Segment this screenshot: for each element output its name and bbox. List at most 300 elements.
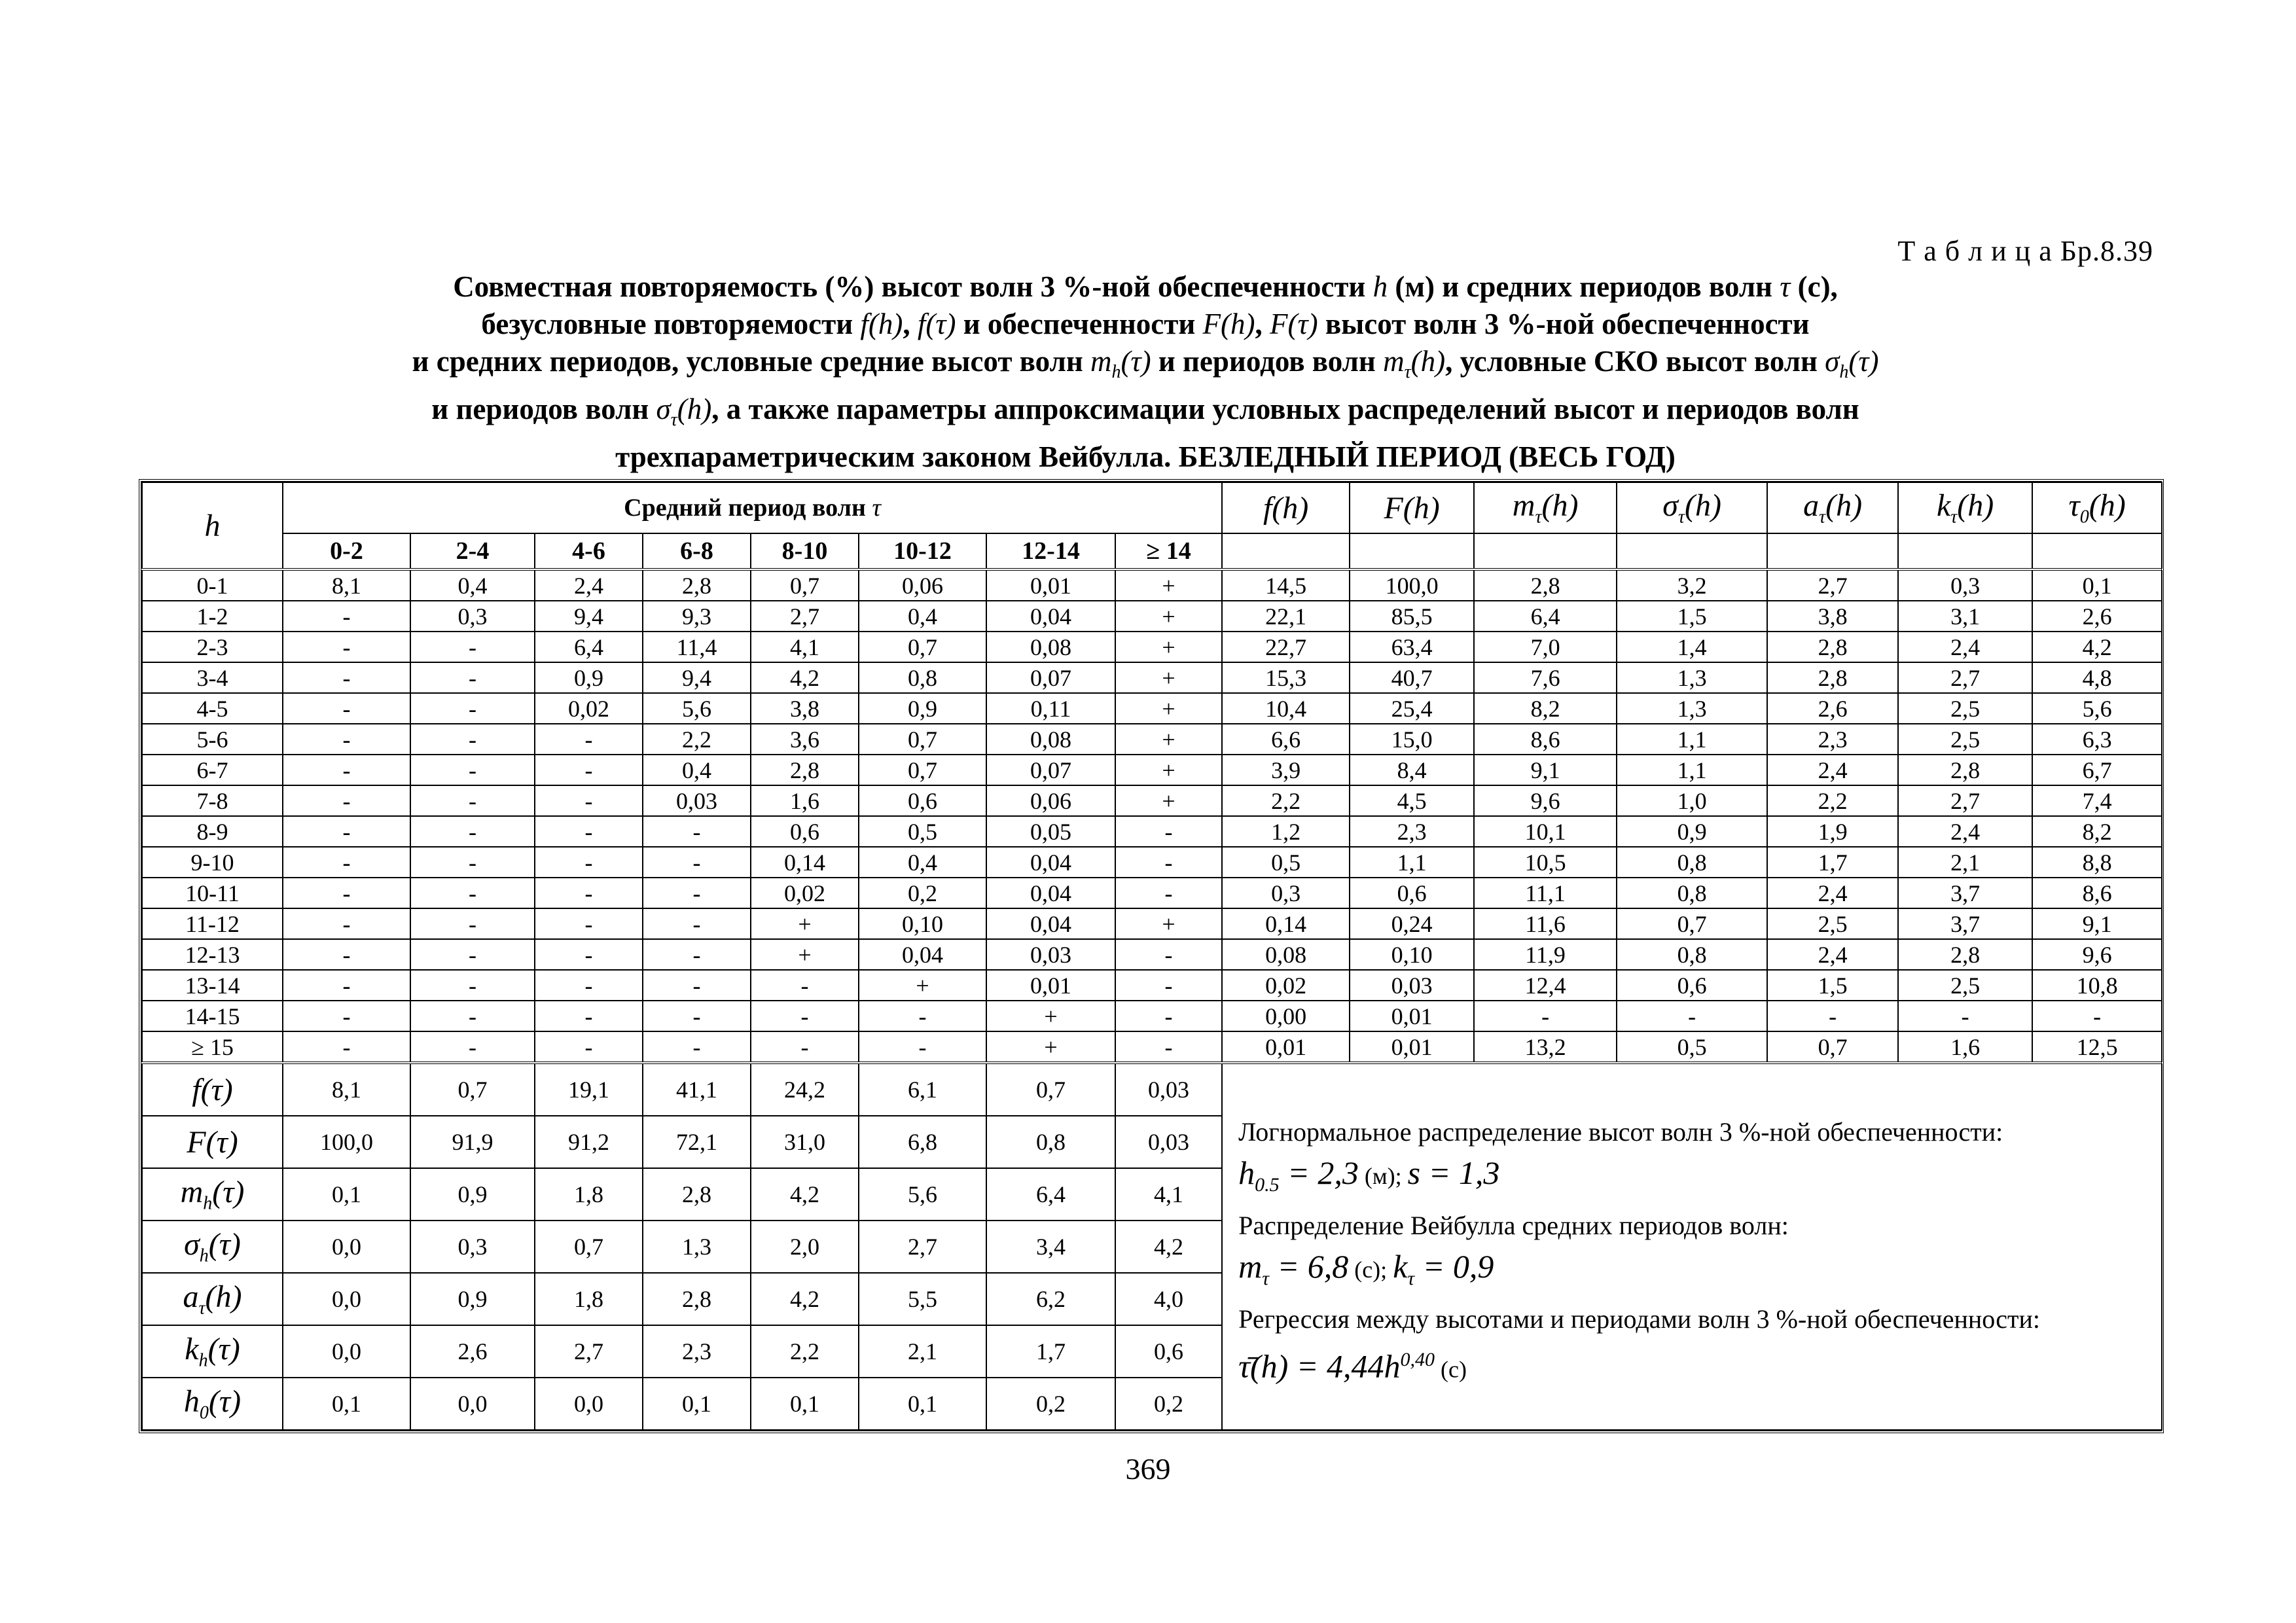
height-range-cell: 14-15 — [142, 1001, 283, 1031]
frequency-cell: - — [283, 939, 410, 970]
frequency-cell: - — [410, 755, 535, 785]
stat-cell: 14,5 — [1222, 569, 1350, 601]
math-subscript: 0 — [199, 1402, 209, 1423]
frequency-cell: - — [643, 1031, 751, 1063]
stat-header — [1222, 482, 1350, 533]
stat-cell: 4,5 — [1350, 785, 1474, 816]
title-symbol: $\sigma_\tau(h)$ — [656, 393, 712, 430]
formula-unit: (м); — [1358, 1163, 1408, 1189]
height-range-cell: 6-7 — [142, 755, 283, 785]
frequency-cell: - — [283, 662, 410, 693]
stat-cell: 0,10 — [1350, 939, 1474, 970]
stat-cell: 6,4 — [1474, 601, 1617, 632]
stat-cell: 7,4 — [2032, 785, 2162, 816]
height-range-cell: 11-12 — [142, 908, 283, 939]
frequency-cell: + — [1115, 755, 1222, 785]
title-text: высот волн 3 %-ной обеспеченности — [1325, 308, 1810, 340]
summary-cell: 4,2 — [751, 1273, 859, 1325]
title-symbol: F(τ) — [1270, 308, 1318, 340]
summary-cell: 8,1 — [283, 1063, 410, 1116]
frequency-cell: - — [1115, 970, 1222, 1001]
lognormal-formula — [1238, 1150, 2161, 1207]
summary-cell: 6,1 — [859, 1063, 986, 1116]
table-row — [142, 939, 2162, 970]
stat-header — [1350, 482, 1474, 533]
stat-cell: 9,6 — [2032, 939, 2162, 970]
math-argument: (h) — [1541, 488, 1579, 524]
frequency-cell: 0,10 — [859, 908, 986, 939]
math-argument: (τ) — [206, 1124, 238, 1160]
title-symbol: $m_\tau(h)$ — [1383, 345, 1446, 382]
frequency-cell: - — [410, 878, 535, 908]
frequency-cell: - — [643, 847, 751, 878]
frequency-cell: 0,02 — [535, 693, 643, 724]
math-argument: (h) — [205, 1279, 242, 1315]
formula-subscript: τ — [1407, 1268, 1415, 1289]
math-subscript: h — [198, 1350, 208, 1371]
frequency-cell: 9,4 — [535, 601, 643, 632]
frequency-cell: 2,4 — [535, 569, 643, 601]
frequency-cell: - — [535, 1031, 643, 1063]
frequency-cell: - — [535, 878, 643, 908]
stat-cell: 3,1 — [1898, 601, 2032, 632]
frequency-cell: 5,6 — [643, 693, 751, 724]
formula-unit: (с); — [1348, 1257, 1393, 1283]
stat-cell: 0,5 — [1617, 1031, 1767, 1063]
formula-subscript: τ — [1262, 1268, 1269, 1289]
period-column-header: 8-10 — [751, 533, 859, 569]
summary-rows — [142, 1063, 2162, 1430]
math-symbol: a — [183, 1279, 199, 1315]
summary-row-label — [142, 1168, 283, 1221]
height-range-cell: 0-1 — [142, 569, 283, 601]
stat-cell: 9,6 — [1474, 785, 1617, 816]
stat-cell: 0,00 — [1222, 1001, 1350, 1031]
stat-cell: 1,4 — [1617, 632, 1767, 662]
frequency-cell: 1,6 — [751, 785, 859, 816]
stat-cell: 3,7 — [1898, 908, 2032, 939]
frequency-cell: 4,2 — [751, 662, 859, 693]
frequency-cell: 0,06 — [859, 569, 986, 601]
frequency-cell: - — [410, 1031, 535, 1063]
stat-cell: 0,01 — [1350, 1001, 1474, 1031]
math-argument: (τ) — [212, 1175, 245, 1210]
math-symbol: f — [1263, 490, 1272, 526]
frequency-cell: - — [410, 939, 535, 970]
frequency-cell: 0,4 — [859, 847, 986, 878]
frequency-cell: 0,5 — [859, 816, 986, 847]
stat-cell: 2,4 — [1898, 816, 2032, 847]
formula-part: = 6,8 — [1268, 1248, 1349, 1285]
summary-cell: 2,1 — [859, 1325, 986, 1378]
summary-cell: 0,0 — [410, 1378, 535, 1430]
stat-cell: 1,9 — [1767, 816, 1898, 847]
height-range-cell: 1-2 — [142, 601, 283, 632]
title-text: (с), — [1797, 270, 1838, 303]
stat-subheader-empty — [1898, 533, 2032, 569]
stat-cell: 1,3 — [1617, 693, 1767, 724]
frequency-cell: - — [535, 816, 643, 847]
stat-header — [2032, 482, 2162, 533]
title-text: (м) и средних периодов волн — [1395, 270, 1772, 303]
math-subscript: h — [199, 1245, 209, 1266]
summary-cell: 2,2 — [751, 1325, 859, 1378]
summary-cell: 2,0 — [751, 1221, 859, 1273]
frequency-cell: 0,04 — [986, 878, 1115, 908]
stat-cell: 11,9 — [1474, 939, 1617, 970]
stat-cell: 22,7 — [1222, 632, 1350, 662]
summary-cell: 91,9 — [410, 1116, 535, 1168]
math-subscript: τ — [1677, 507, 1685, 527]
frequency-cell: 0,9 — [859, 693, 986, 724]
frequency-cell: 4,1 — [751, 632, 859, 662]
frequency-cell: 0,03 — [643, 785, 751, 816]
frequency-cell: - — [859, 1031, 986, 1063]
table-row — [142, 878, 2162, 908]
stat-cell: 8,6 — [2032, 878, 2162, 908]
frequency-cell: - — [410, 724, 535, 755]
frequency-cell: 0,4 — [643, 755, 751, 785]
frequency-cell: - — [535, 724, 643, 755]
summary-cell: 4,0 — [1115, 1273, 1222, 1325]
stat-cell: - — [1898, 1001, 2032, 1031]
title-line-2: безусловные повторяемости f(h), f(τ) и обеспеченности F(h), F(τ) высот волн 3 %-ной обеспеченности — [481, 308, 1810, 340]
math-argument: (h) — [1403, 490, 1440, 526]
math-symbol: f — [192, 1072, 201, 1107]
stat-cell: - — [1617, 1001, 1767, 1031]
frequency-cell: - — [410, 632, 535, 662]
stat-cell: 12,4 — [1474, 970, 1617, 1001]
stat-cell: 0,02 — [1222, 970, 1350, 1001]
frequency-cell: 2,2 — [643, 724, 751, 755]
summary-cell: 1,8 — [535, 1168, 643, 1221]
formula-part: s = 1,3 — [1407, 1154, 1500, 1191]
height-range-cell: 13-14 — [142, 970, 283, 1001]
math-symbol: τ — [2068, 488, 2080, 524]
stat-cell: 1,3 — [1617, 662, 1767, 693]
frequency-cell: 0,06 — [986, 785, 1115, 816]
stat-cell: 2,4 — [1767, 878, 1898, 908]
period-column-header: 6-8 — [643, 533, 751, 569]
period-column-header: 4-6 — [535, 533, 643, 569]
frequency-cell: + — [1115, 724, 1222, 755]
summary-cell: 3,4 — [986, 1221, 1115, 1273]
table-row — [142, 1001, 2162, 1031]
frequency-cell: 0,3 — [410, 601, 535, 632]
period-column-header: 10-12 — [859, 533, 986, 569]
stat-cell: 3,7 — [1898, 878, 2032, 908]
summary-cell: 41,1 — [643, 1063, 751, 1116]
formula-part: = 0,9 — [1414, 1248, 1494, 1285]
summary-cell: 6,4 — [986, 1168, 1115, 1221]
data-table-frame — [139, 479, 2164, 1433]
frequency-cell: + — [1115, 601, 1222, 632]
stat-cell: 8,6 — [1474, 724, 1617, 755]
table-row — [142, 693, 2162, 724]
stat-cell: 1,6 — [1898, 1031, 2032, 1063]
stat-cell: 0,8 — [1617, 878, 1767, 908]
frequency-cell: + — [986, 1001, 1115, 1031]
stat-cell: 2,5 — [1898, 724, 2032, 755]
math-symbol: F — [187, 1124, 206, 1160]
summary-cell: 0,03 — [1115, 1063, 1222, 1116]
title-text: безусловные повторяемости — [481, 308, 853, 340]
summary-cell: 1,7 — [986, 1325, 1115, 1378]
frequency-cell: - — [751, 1001, 859, 1031]
summary-cell: 1,8 — [535, 1273, 643, 1325]
title-text: , условные СКО высот волн — [1445, 345, 1818, 378]
stat-cell: 8,2 — [1474, 693, 1617, 724]
frequency-cell: - — [1115, 1001, 1222, 1031]
stat-cell: 0,08 — [1222, 939, 1350, 970]
title-symbol: f(h) — [860, 308, 903, 340]
stat-cell: 8,4 — [1350, 755, 1474, 785]
summary-cell: 0,9 — [410, 1168, 535, 1221]
stat-cell: 7,0 — [1474, 632, 1617, 662]
stat-cell: 3,9 — [1222, 755, 1350, 785]
formula-superscript: 0,40 — [1400, 1349, 1435, 1370]
title-text: и обеспеченности — [963, 308, 1196, 340]
frequency-cell: - — [283, 1031, 410, 1063]
stat-cell: 1,5 — [1767, 970, 1898, 1001]
summary-cell: 31,0 — [751, 1116, 859, 1168]
stat-cell: 2,2 — [1767, 785, 1898, 816]
stat-cell: 4,8 — [2032, 662, 2162, 693]
summary-cell: 5,5 — [859, 1273, 986, 1325]
summary-cell: 2,3 — [643, 1325, 751, 1378]
stat-cell: 6,3 — [2032, 724, 2162, 755]
table-row — [142, 632, 2162, 662]
summary-row — [142, 1063, 2162, 1116]
frequency-cell: 0,8 — [859, 662, 986, 693]
stat-cell: 10,5 — [1474, 847, 1617, 878]
stat-cell: 11,1 — [1474, 878, 1617, 908]
period-column-header: 0-2 — [283, 533, 410, 569]
math-symbol: m — [180, 1175, 204, 1210]
frequency-cell: 0,02 — [751, 878, 859, 908]
frequency-cell: 0,04 — [986, 847, 1115, 878]
summary-cell: 2,8 — [643, 1273, 751, 1325]
frequency-cell: 2,7 — [751, 601, 859, 632]
math-subscript: τ — [1819, 507, 1826, 527]
stat-cell: 0,01 — [1350, 1031, 1474, 1063]
summary-cell: 0,0 — [535, 1378, 643, 1430]
stat-cell: 40,7 — [1350, 662, 1474, 693]
frequency-cell: - — [1115, 1031, 1222, 1063]
stat-header — [1898, 482, 2032, 533]
regression-formula — [1238, 1338, 2161, 1392]
math-argument: (τ) — [207, 1332, 240, 1367]
stat-cell: 1,5 — [1617, 601, 1767, 632]
stat-cell: 85,5 — [1350, 601, 1474, 632]
period-column-header: ≥ 14 — [1115, 533, 1222, 569]
summary-cell: 19,1 — [535, 1063, 643, 1116]
summary-cell: 2,6 — [410, 1325, 535, 1378]
formula-part: τ̄(h) = 4,44h — [1238, 1347, 1401, 1385]
stat-cell: 6,6 — [1222, 724, 1350, 755]
frequency-cell: - — [1115, 878, 1222, 908]
stat-cell: 1,0 — [1617, 785, 1767, 816]
math-symbol: h — [183, 1384, 200, 1419]
frequency-cell: 0,08 — [986, 724, 1115, 755]
frequency-cell: - — [535, 847, 643, 878]
stat-cell: 0,14 — [1222, 908, 1350, 939]
weibull-text: Распределение Вейбулла средних периодов волн: — [1238, 1211, 1789, 1240]
summary-cell: 0,1 — [751, 1378, 859, 1430]
table-row — [142, 785, 2162, 816]
frequency-cell: + — [1115, 785, 1222, 816]
stat-cell: 2,7 — [1898, 785, 2032, 816]
frequency-cell: + — [751, 908, 859, 939]
stat-cell: 1,2 — [1222, 816, 1350, 847]
math-symbol: σ — [184, 1227, 200, 1262]
summary-cell: 0,6 — [1115, 1325, 1222, 1378]
frequency-cell: - — [1115, 847, 1222, 878]
frequency-cell: - — [283, 1001, 410, 1031]
stat-cell: 1,1 — [1617, 724, 1767, 755]
summary-row-label — [142, 1063, 283, 1116]
stat-cell: 6,7 — [2032, 755, 2162, 785]
summary-row-label — [142, 1116, 283, 1168]
stat-cell: 9,1 — [2032, 908, 2162, 939]
stat-cell: 0,3 — [1898, 569, 2032, 601]
summary-cell: 0,2 — [986, 1378, 1115, 1430]
frequency-cell: - — [643, 816, 751, 847]
frequency-cell: 0,9 — [535, 662, 643, 693]
height-range-cell: ≥ 15 — [142, 1031, 283, 1063]
math-subscript: h — [203, 1193, 213, 1214]
summary-cell: 0,1 — [283, 1168, 410, 1221]
summary-cell: 4,2 — [1115, 1221, 1222, 1273]
stat-cell: 0,03 — [1350, 970, 1474, 1001]
frequency-cell: - — [410, 785, 535, 816]
frequency-cell: - — [535, 970, 643, 1001]
summary-cell: 100,0 — [283, 1116, 410, 1168]
height-range-cell: 12-13 — [142, 939, 283, 970]
stat-cell: 5,6 — [2032, 693, 2162, 724]
stat-cell: 2,4 — [1767, 755, 1898, 785]
stat-cell: 2,8 — [1474, 569, 1617, 601]
summary-row-label — [142, 1221, 283, 1273]
frequency-cell: - — [643, 1001, 751, 1031]
stat-cell: 11,6 — [1474, 908, 1617, 939]
stat-cell: 10,8 — [2032, 970, 2162, 1001]
title-symbol: h — [1372, 270, 1388, 303]
summary-cell: 4,1 — [1115, 1168, 1222, 1221]
math-argument: (τ) — [208, 1384, 242, 1419]
stat-cell: 2,4 — [1767, 939, 1898, 970]
table-title — [131, 268, 2160, 476]
title-text: и средних периодов, условные средние высот волн — [412, 345, 1083, 378]
summary-cell: 5,6 — [859, 1168, 986, 1221]
table-row — [142, 1031, 2162, 1063]
frequency-cell: - — [643, 878, 751, 908]
summary-row-label — [142, 1378, 283, 1430]
math-argument: (h) — [1272, 490, 1309, 526]
table-row — [142, 908, 2162, 939]
frequency-cell: - — [410, 908, 535, 939]
math-argument: (h) — [1684, 488, 1721, 524]
stat-cell: 8,2 — [2032, 816, 2162, 847]
frequency-cell: - — [410, 1001, 535, 1031]
math-subscript: τ — [1535, 507, 1542, 527]
frequency-cell: 11,4 — [643, 632, 751, 662]
frequency-cell: 0,4 — [859, 601, 986, 632]
height-range-cell: 8-9 — [142, 816, 283, 847]
frequency-cell: - — [535, 755, 643, 785]
formula-part: h — [1238, 1154, 1255, 1191]
regression-text: Регрессия между высотами и периодами волн 3 %-ной обеспеченности: — [1238, 1304, 2041, 1334]
math-symbol: σ — [1662, 488, 1678, 524]
stat-cell: 0,01 — [1222, 1031, 1350, 1063]
summary-cell: 24,2 — [751, 1063, 859, 1116]
stat-cell: 0,6 — [1617, 970, 1767, 1001]
stat-cell: 0,9 — [1617, 816, 1767, 847]
frequency-cell: 0,7 — [859, 755, 986, 785]
stat-cell: 1,7 — [1767, 847, 1898, 878]
summary-cell: 0,1 — [859, 1378, 986, 1430]
stat-subheader-empty — [1617, 533, 1767, 569]
approximation-notes — [1222, 1063, 2162, 1430]
title-text: и периодов волн — [1158, 345, 1376, 378]
frequency-cell: - — [283, 785, 410, 816]
frequency-cell: - — [283, 632, 410, 662]
height-range-cell: 9-10 — [142, 847, 283, 878]
frequency-cell: 3,8 — [751, 693, 859, 724]
frequency-cell: + — [986, 1031, 1115, 1063]
title-line-4 — [131, 391, 2160, 438]
stat-cell: 15,3 — [1222, 662, 1350, 693]
frequency-cell: + — [1115, 693, 1222, 724]
frequency-cell: - — [751, 970, 859, 1001]
table-row — [142, 847, 2162, 878]
stat-cell: 2,5 — [1767, 908, 1898, 939]
stat-cell: 4,2 — [2032, 632, 2162, 662]
table-row — [142, 569, 2162, 601]
formula-unit: (с) — [1435, 1356, 1467, 1383]
frequency-cell: 0,2 — [859, 878, 986, 908]
formula-subscript: 0.5 — [1255, 1174, 1280, 1196]
frequency-cell: - — [643, 939, 751, 970]
formula-part: m — [1238, 1248, 1263, 1285]
h-corner-header: h — [142, 482, 283, 569]
period-column-header: 2-4 — [410, 533, 535, 569]
header-row-1 — [142, 482, 2162, 533]
summary-cell: 0,7 — [535, 1221, 643, 1273]
math-symbol: k — [185, 1332, 199, 1367]
frequency-cell: 0,04 — [986, 908, 1115, 939]
stat-cell: 2,6 — [2032, 601, 2162, 632]
frequency-cell: + — [1115, 569, 1222, 601]
stat-cell: 0,7 — [1767, 1031, 1898, 1063]
frequency-cell: - — [1115, 939, 1222, 970]
frequency-cell: 0,01 — [986, 970, 1115, 1001]
summary-cell: 72,1 — [643, 1116, 751, 1168]
page-number: 369 — [1125, 1452, 1171, 1486]
frequency-cell: 0,04 — [859, 939, 986, 970]
stat-cell: 2,5 — [1898, 693, 2032, 724]
stat-cell: 1,1 — [1350, 847, 1474, 878]
stat-cell: 2,1 — [1898, 847, 2032, 878]
frequency-cell: 0,4 — [410, 569, 535, 601]
frequency-cell: - — [859, 1001, 986, 1031]
frequency-cell: 2,8 — [643, 569, 751, 601]
table-row — [142, 755, 2162, 785]
frequency-cell: + — [859, 970, 986, 1001]
stat-subheader-empty — [1474, 533, 1617, 569]
summary-row-label — [142, 1273, 283, 1325]
stat-cell: 10,1 — [1474, 816, 1617, 847]
